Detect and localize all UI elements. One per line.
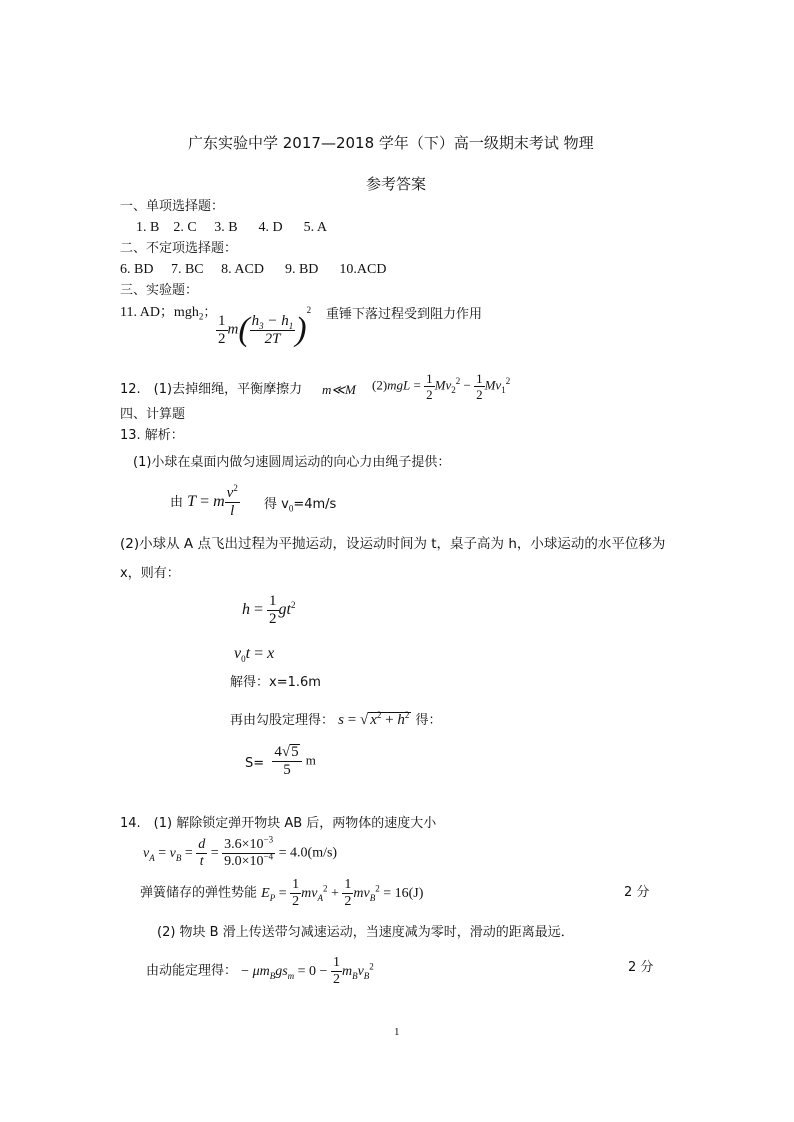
- q13-displacement-result: S= $\frac{4√5}{5}$ m: [245, 744, 316, 778]
- page-subtitle: 参考答案: [366, 175, 427, 193]
- q12-prefix: 12. (1)去掉细绳，平衡摩擦力: [120, 382, 303, 397]
- q13-tension-formula: 由 T = m $\frac{v^2}{l}$: [170, 483, 238, 519]
- q12-energy-formula: (2)mgL = $\frac{1}{2}$ $Mv_2^2$ − $\frac{1}{2}$ $Mv_1^2$: [372, 371, 511, 402]
- q11-prefix: 11. AD；mgh: [120, 305, 199, 320]
- q13-pythagoras-lead: 再由勾股定理得：: [230, 713, 335, 728]
- single-choice-answers: [136, 221, 327, 235]
- q13-pythagoras-tail: 得：: [415, 713, 442, 728]
- answer-item: 6. BD: [120, 262, 154, 277]
- q13-part2-line2: x，则有：: [120, 566, 180, 581]
- multi-choice-answers: [120, 263, 386, 277]
- q13-displacement-unit: m: [305, 752, 316, 768]
- q11-energy-formula: $\frac{1}{2}$ m( $\frac{h_3 - h_1}{2T}$ )$^2$: [218, 305, 312, 348]
- q12-answer-text: [120, 383, 302, 396]
- page-title: 广东实验中学 2017—2018 学年（下）高一级期末考试 物理: [188, 134, 594, 152]
- q14-velocity-numerator-exp: −3: [263, 834, 274, 845]
- q12-condition: m≪M: [322, 382, 356, 397]
- q14-kinetic-line: 由动能定理得： − $\mu m_Bgs_m = 0$ − $\frac{1}{2}$ $m_Bv_B^2$: [146, 955, 374, 987]
- q14-velocity-denominator-exp: −4: [263, 851, 274, 862]
- answer-item: 9. BD: [284, 262, 319, 277]
- q14-kinetic-lead: 由动能定理得：: [146, 963, 238, 979]
- q11-separator: ；: [203, 305, 217, 320]
- q14-velocity-formula: $v_A = v_B$ = $\frac{d}{t}$ = $\frac{3.6\times 10^{-3}}{9.0\times 10^{-4}}$ = 4.0(m/s): [143, 834, 338, 869]
- q14-velocity-numerator: 3.6×10: [224, 837, 264, 852]
- answer-item: 7. BC: [170, 262, 204, 277]
- answer-item: 5. A: [303, 220, 327, 235]
- q11-answer-text: 11. AD；mgh$_2$；: [120, 305, 217, 322]
- answer-item: 2. C: [173, 220, 197, 235]
- q14-energy-result: = 16(J): [383, 885, 424, 901]
- answer-item: 3. B: [214, 220, 238, 235]
- q13-label: 13. 解析：: [120, 428, 184, 443]
- answer-item: 8. ACD: [221, 262, 264, 277]
- score-badge: 2 分: [628, 960, 654, 975]
- q13-displacement-lead: S=: [245, 755, 265, 771]
- q11-reason-text: 重锤下落过程受到阻力作用: [326, 307, 483, 322]
- q13-horizontal-equation: $v_0t = x$: [234, 645, 275, 665]
- section-heading-single-choice: 一、单项选择题：: [120, 199, 225, 214]
- q13-part1-text: (1)小球在桌面内做匀速圆周运动的向心力由绳子提供：: [133, 455, 451, 470]
- section-heading-multi-choice: 二、不定项选择题：: [120, 241, 238, 256]
- q14-part1-text: 14. (1) 解除锁定弹开物块 AB 后，两物体的速度大小: [120, 816, 437, 831]
- q13-part2-line1: (2)小球从 A 点飞出过程为平抛运动，设运动时间为 t，桌子高为 h，小球运动的水平位移为: [120, 536, 666, 552]
- q13-solve-result: 解得：x=1.6m: [230, 675, 321, 690]
- answer-item: 1. B: [136, 220, 160, 235]
- q13-speed-result-lead: 得 v: [264, 497, 289, 512]
- q14-part2-text: (2) 物块 B 滑上传送带匀减速运动，当速度减为零时，滑动的距离最远．: [157, 925, 574, 940]
- q14-velocity-result: = 4.0(m/s): [278, 845, 338, 861]
- q14-energy-line: 弹簧储存的弹性势能 $E_P$ = $\frac{1}{2}$ $mv_A^2$ + $\frac{1}{2}$ $mv_B^2 = 16(J)$: [140, 877, 424, 909]
- section-heading-calculation: 四、计算题: [120, 407, 186, 422]
- q13-speed-result-value: =4m/s: [293, 497, 337, 512]
- q14-velocity-denominator: 9.0×10: [224, 854, 264, 869]
- q13-pythagoras-text: 再由勾股定理得： s = √ $x^2 + h^2$ 得：: [230, 710, 442, 728]
- page-number: 1: [394, 1026, 400, 1038]
- score-badge: 2 分: [624, 885, 650, 900]
- q13-speed-result: 得 $v_0=4m/s$: [264, 497, 337, 514]
- q13-tension-lead: 由: [170, 495, 184, 510]
- answer-item: 4. D: [258, 220, 283, 235]
- answer-item: 10.ACD: [339, 262, 387, 277]
- section-heading-experiment: 三、实验题：: [120, 283, 199, 298]
- q12-part-label: (2): [372, 377, 388, 393]
- q13-fall-equation: h = $\frac{1}{2}$ $gt^2$: [242, 593, 296, 627]
- q14-energy-lead: 弹簧储存的弹性势能: [140, 885, 258, 901]
